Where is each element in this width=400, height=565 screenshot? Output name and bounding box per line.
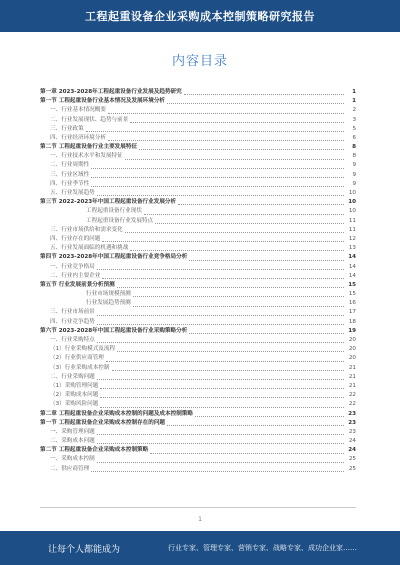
toc-leader-dots xyxy=(100,388,344,389)
toc-entry[interactable] xyxy=(40,116,356,125)
toc-entry[interactable] xyxy=(40,152,356,161)
toc-entry[interactable] xyxy=(40,437,356,446)
toc-entry-page: 18 xyxy=(348,318,356,325)
toc-leader-dots xyxy=(117,351,344,352)
toc-entry-title: 二、行业内主要企业 xyxy=(50,272,101,279)
toc-entry-page: 15 xyxy=(348,281,356,288)
toc-entry-page: 25 xyxy=(348,456,356,463)
toc-entry[interactable] xyxy=(40,189,356,198)
toc-leader-dots xyxy=(86,131,344,132)
toc-entry-title: 第二节 工程起重设备企业采购成本控制策略 xyxy=(40,447,149,454)
toc-entry-page: 24 xyxy=(348,438,356,445)
toc-entry-page: 10 xyxy=(348,199,356,206)
toc-entry-title: 第二节 工程起重设备行业主要发展特征 xyxy=(40,144,138,151)
toc-leader-dots xyxy=(150,453,344,454)
toc-entry[interactable] xyxy=(40,400,356,409)
toc-leader-dots xyxy=(91,177,344,178)
toc-entry-title: （2）行业供应商管理 xyxy=(50,355,104,362)
toc-entry[interactable] xyxy=(40,410,356,419)
toc-entry-title: 五、行业发展趋势 xyxy=(50,190,95,197)
toc-entry[interactable] xyxy=(40,171,356,180)
toc-leader-dots xyxy=(97,315,344,316)
toc-leader-dots xyxy=(100,407,344,408)
toc-leader-dots xyxy=(167,103,344,104)
toc-entry-title: 四、行业竞争趋势 xyxy=(50,318,95,325)
toc-entry[interactable] xyxy=(40,88,356,97)
toc-entry[interactable] xyxy=(40,299,356,308)
toc-entry-title: 第三节 2022-2023年中国工程起重设备行业发展分析 xyxy=(40,199,177,206)
toc-entry[interactable] xyxy=(40,143,356,152)
toc-entry[interactable] xyxy=(40,217,356,226)
toc-entry[interactable] xyxy=(40,272,356,281)
toc-entry[interactable] xyxy=(40,244,356,253)
toc-entry-page: 23 xyxy=(348,419,356,426)
toc-entry[interactable] xyxy=(40,309,356,318)
toc-entry[interactable] xyxy=(40,253,356,262)
toc-leader-dots xyxy=(184,94,344,95)
toc-entry-title: 一、行业技术水平和发展特征 xyxy=(50,153,123,160)
toc-leader-dots xyxy=(189,333,344,334)
toc-entry-page: 10 xyxy=(348,208,356,215)
toc-entry-title: 二、采购成本问题 xyxy=(50,438,95,445)
toc-leader-dots xyxy=(97,379,344,380)
toc-entry-title: 一、采购成本控制 xyxy=(50,456,95,463)
toc-entry-page: 19 xyxy=(348,327,356,334)
report-header-banner xyxy=(0,0,400,32)
toc-entry-page: 9 xyxy=(352,162,356,169)
toc-leader-dots xyxy=(130,250,344,251)
toc-entry-title: 一、行业竞争格局 xyxy=(50,263,95,270)
page-number: 1 xyxy=(198,516,202,523)
toc-entry-page: 1 xyxy=(352,98,356,105)
toc-entry-title: （1）行业采购模式及流程 xyxy=(50,346,116,353)
table-of-contents xyxy=(40,88,356,474)
toc-entry[interactable] xyxy=(40,198,356,207)
toc-entry[interactable] xyxy=(40,125,356,134)
toc-leader-dots xyxy=(97,443,344,444)
toc-entry-title: （3）行业采购成本控制 xyxy=(50,364,110,371)
footer-tagline: 行业专家、管理专家、营销专家、战略专家、成功企业家…… xyxy=(168,544,357,552)
toc-leader-dots xyxy=(112,370,345,371)
toc-leader-dots xyxy=(97,434,344,435)
toc-entry[interactable] xyxy=(40,226,356,235)
toc-entry[interactable] xyxy=(40,134,356,143)
toc-entry-title: 五、行业发展面临的机遇和挑战 xyxy=(50,245,129,252)
toc-entry[interactable] xyxy=(40,263,356,272)
toc-leader-dots xyxy=(97,195,344,196)
toc-entry-page: 22 xyxy=(348,392,356,399)
toc-entry[interactable] xyxy=(40,180,356,189)
toc-entry-title: 四、行业经济环境分析 xyxy=(50,134,106,141)
toc-entry[interactable] xyxy=(40,345,356,354)
toc-entry-title: 工程起重设备行业发展特点 xyxy=(86,217,154,224)
toc-entry-title: 二、行业发展现状、趋势与前景 xyxy=(50,116,129,123)
toc-entry-title: 四、行业存在的问题 xyxy=(50,235,101,242)
toc-entry[interactable] xyxy=(40,382,356,391)
toc-entry-title: 二、行业周期性 xyxy=(50,162,90,169)
toc-entry-title: 三、行业区域性 xyxy=(50,171,90,178)
toc-leader-dots xyxy=(102,241,344,242)
toc-entry-page: 16 xyxy=(348,300,356,307)
toc-entry-page: 8 xyxy=(352,144,356,151)
toc-entry[interactable] xyxy=(40,97,356,106)
toc-entry-title: 行业发展趋势预测 xyxy=(86,300,131,307)
toc-entry-title: （2）采购成本问题 xyxy=(50,392,99,399)
toc-leader-dots xyxy=(102,278,344,279)
toc-leader-dots xyxy=(130,122,344,123)
toc-entry-page: 6 xyxy=(352,134,356,141)
toc-entry[interactable] xyxy=(40,465,356,474)
toc-entry-page: 23 xyxy=(348,428,356,435)
toc-entry-page: 9 xyxy=(352,180,356,187)
toc-leader-dots xyxy=(108,113,344,114)
toc-entry[interactable] xyxy=(40,327,356,336)
toc-leader-dots xyxy=(106,361,344,362)
toc-entry-title: （3）采购风险问题 xyxy=(50,401,99,408)
toc-leader-dots xyxy=(167,425,344,426)
toc-leader-dots xyxy=(189,260,344,261)
toc-entry-page: 9 xyxy=(352,171,356,178)
toc-entry-title: 第四节 2023-2028年中国工程起重设备行业竞争格局分析 xyxy=(40,254,188,261)
toc-entry-title: 第一章 2023-2028年工程起重设备行业发展及趋势研究 xyxy=(40,88,182,95)
toc-entry[interactable] xyxy=(40,290,356,299)
toc-entry[interactable] xyxy=(40,207,356,216)
toc-entry-page: 1 xyxy=(352,88,356,95)
toc-entry[interactable] xyxy=(40,318,356,327)
toc-entry-title: 工程起重设备行业现状 xyxy=(86,208,142,215)
toc-entry[interactable] xyxy=(40,364,356,373)
toc-leader-dots xyxy=(91,168,344,169)
toc-entry-page: 10 xyxy=(348,190,356,197)
toc-entry-page: 23 xyxy=(348,410,356,417)
toc-entry[interactable] xyxy=(40,373,356,382)
toc-entry[interactable] xyxy=(40,419,356,428)
toc-entry[interactable] xyxy=(40,106,356,115)
report-title: 工程起重设备企业采购成本控制策略研究报告 xyxy=(85,10,315,23)
toc-entry-title: 第五节 行业发展前景分析预测 xyxy=(40,281,115,288)
toc-entry-page: 21 xyxy=(348,373,356,380)
toc-entry-title: 三、行业政策 xyxy=(50,125,84,132)
toc-entry-title: 第一节 工程起重设备行业基本情况及发展环境分析 xyxy=(40,98,166,105)
toc-leader-dots xyxy=(97,342,344,343)
toc-leader-dots xyxy=(91,186,344,187)
toc-entry-title: 行业市场规模预测 xyxy=(86,291,131,298)
toc-entry-page: 11 xyxy=(348,217,356,224)
toc-entry-page: 20 xyxy=(348,337,356,344)
toc-entry[interactable] xyxy=(40,456,356,465)
toc-entry[interactable] xyxy=(40,336,356,345)
toc-entry-page: 8 xyxy=(352,153,356,160)
toc-entry-page: 2 xyxy=(352,107,356,114)
toc-leader-dots xyxy=(97,462,344,463)
toc-entry-title: 一、采购管理问题 xyxy=(50,428,95,435)
toc-entry-title: 二、供应商管理 xyxy=(50,465,90,472)
toc-leader-dots xyxy=(133,306,344,307)
toc-leader-dots xyxy=(139,149,344,150)
toc-leader-dots xyxy=(100,397,344,398)
toc-entry-title: （1）采购管理问题 xyxy=(50,382,99,389)
toc-entry-title: 第二章 工程起重设备企业采购成本控制的问题及成本控制策略 xyxy=(40,410,193,417)
toc-leader-dots xyxy=(155,223,344,224)
toc-entry-page: 21 xyxy=(348,364,356,371)
toc-entry-page: 24 xyxy=(348,447,356,454)
toc-entry-page: 14 xyxy=(348,272,356,279)
toc-entry-title: 第一节 工程起重设备企业采购成本控制存在的问题 xyxy=(40,419,166,426)
toc-leader-dots xyxy=(108,140,344,141)
toc-entry[interactable] xyxy=(40,428,356,437)
toc-entry[interactable] xyxy=(40,235,356,244)
toc-entry[interactable] xyxy=(40,391,356,400)
toc-leader-dots xyxy=(195,416,344,417)
toc-entry[interactable] xyxy=(40,281,356,290)
toc-leader-dots xyxy=(117,287,344,288)
toc-leader-dots xyxy=(144,214,344,215)
toc-entry-title: 一、行业基本情况概要 xyxy=(50,107,106,114)
toc-leader-dots xyxy=(97,324,344,325)
footer-banner xyxy=(0,531,400,565)
toc-entry-page: 11 xyxy=(348,226,356,233)
toc-entry-page: 3 xyxy=(352,116,356,123)
footer-divider xyxy=(40,507,356,508)
toc-entry-page: 13 xyxy=(348,245,356,252)
toc-leader-dots xyxy=(97,269,344,270)
toc-leader-dots xyxy=(125,159,344,160)
toc-entry-title: 三、行业市场前景 xyxy=(50,309,95,316)
toc-entry-page: 12 xyxy=(348,235,356,242)
toc-leader-dots xyxy=(125,232,344,233)
toc-leader-dots xyxy=(178,204,344,205)
toc-entry-page: 5 xyxy=(352,125,356,132)
toc-entry-title: 二、行业采购问题 xyxy=(50,373,95,380)
toc-entry-page: 25 xyxy=(348,465,356,472)
toc-leader-dots xyxy=(133,296,344,297)
toc-entry-page: 21 xyxy=(348,382,356,389)
toc-entry[interactable] xyxy=(40,446,356,455)
toc-entry-title: 一、行业采购特点 xyxy=(50,337,95,344)
toc-leader-dots xyxy=(91,471,344,472)
toc-entry-page: 20 xyxy=(348,346,356,353)
toc-entry[interactable] xyxy=(40,354,356,363)
toc-entry[interactable] xyxy=(40,162,356,171)
toc-entry-title: 第六节 2023-2028年中国工程起重设备行业采购策略分析 xyxy=(40,327,188,334)
toc-entry-page: 22 xyxy=(348,401,356,408)
toc-entry-title: 三、行业市场供给和需求变化 xyxy=(50,226,123,233)
toc-heading: 内容目录 xyxy=(171,54,228,69)
toc-entry-page: 14 xyxy=(348,263,356,270)
toc-entry-page: 20 xyxy=(348,355,356,362)
toc-entry-page: 17 xyxy=(348,309,356,316)
toc-entry-page: 15 xyxy=(348,291,356,298)
footer-slogan: 让每个人都能成为 xyxy=(48,544,121,555)
toc-entry-title: 四、行业季节性 xyxy=(50,180,90,187)
toc-entry-page: 14 xyxy=(348,254,356,261)
